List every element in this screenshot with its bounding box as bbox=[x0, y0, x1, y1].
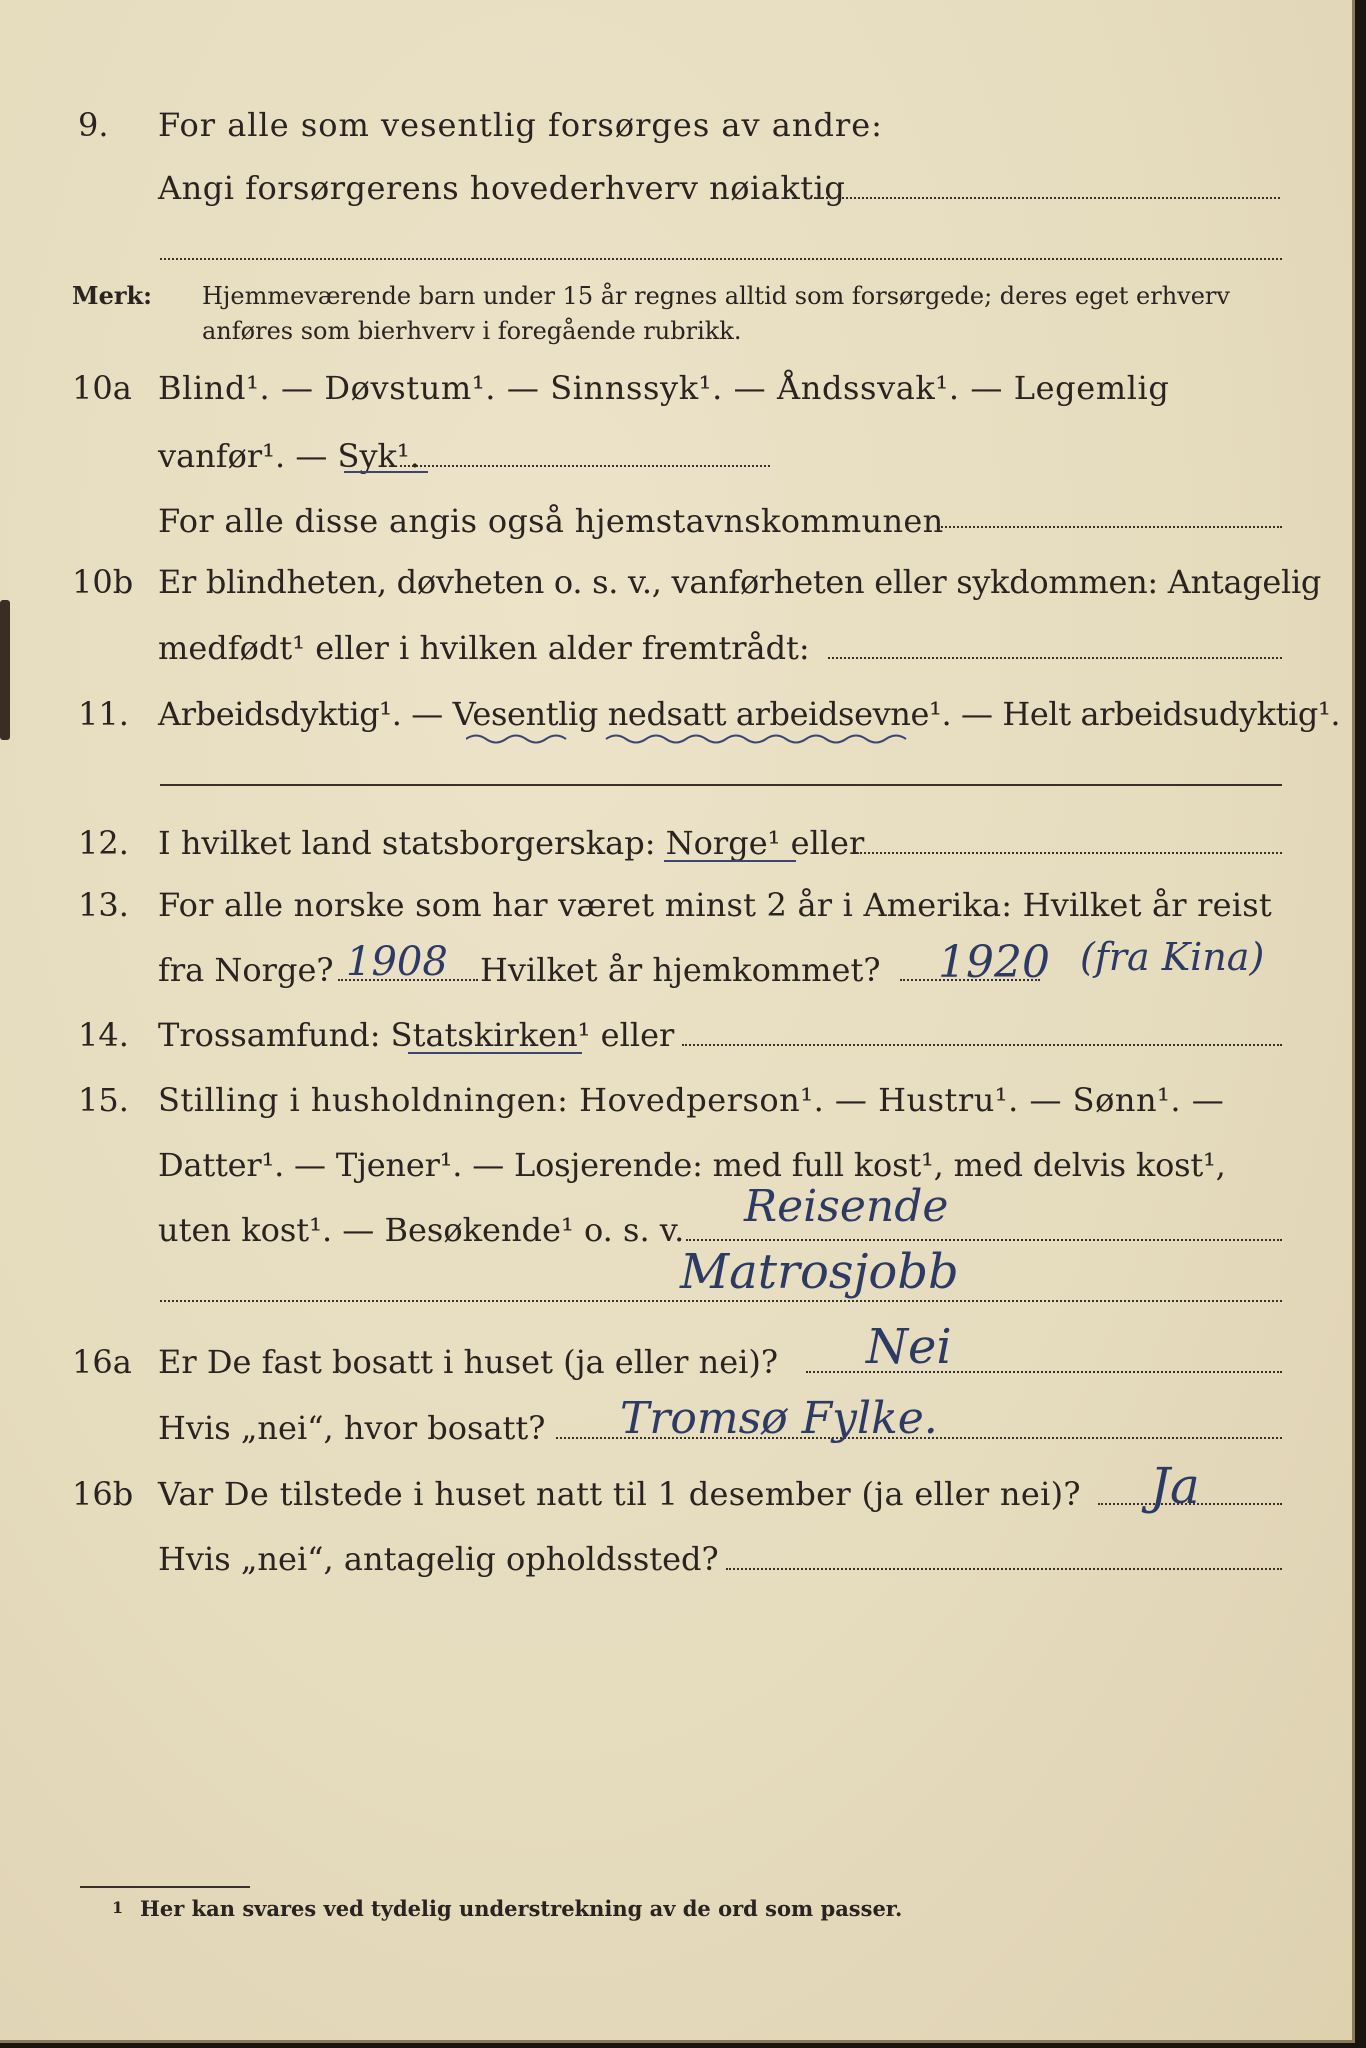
footnote-mark: 1 bbox=[112, 1898, 124, 1917]
handwritten-answer: Matrosjobb bbox=[680, 1244, 959, 1300]
question-15-line3 bbox=[0, 1181, 1352, 1255]
question-13-line2 bbox=[0, 935, 1352, 995]
question-text: medfødt¹ eller i hvilken alder fremtrådt: bbox=[158, 629, 810, 667]
question-text: uten kost¹. — Besøkende¹ o. s. v. bbox=[158, 1211, 685, 1249]
note-label: Merk: bbox=[72, 281, 152, 310]
question-number: 16b bbox=[72, 1475, 134, 1513]
question-text: fra Norge? bbox=[158, 951, 334, 989]
question-10a-line2 bbox=[0, 431, 1352, 481]
edge-stain bbox=[0, 600, 10, 740]
answer-line[interactable] bbox=[856, 852, 1282, 854]
question-text: I hvilket land statsborgerskap: Norge¹ eller bbox=[158, 824, 865, 862]
question-text: Er De fast bosatt i huset (ja eller nei)? bbox=[158, 1343, 779, 1381]
question-text: For alle som vesentlig forsørges av andre: bbox=[158, 106, 883, 144]
handwritten-wavy-underline bbox=[466, 732, 916, 746]
answer-line[interactable] bbox=[160, 1300, 1282, 1302]
answer-line[interactable] bbox=[160, 258, 1282, 260]
handwritten-underline bbox=[664, 860, 796, 862]
question-15 bbox=[0, 1075, 1352, 1125]
note-text: Hjemmeværende barn under 15 år regnes alltid som forsørgede; deres eget erhverv bbox=[202, 282, 1230, 310]
question-10b-line2 bbox=[0, 623, 1352, 673]
question-text: Datter¹. — Tjener¹. — Losjerende: med full kost¹, med delvis kost¹, bbox=[158, 1146, 1226, 1184]
question-text: Hvilket år hjemkommet? bbox=[480, 951, 881, 989]
footnote-rule bbox=[80, 1886, 250, 1888]
question-text: Er blindheten, døvheten o. s. v., vanførheten eller sykdommen: Antagelig bbox=[158, 563, 1322, 601]
question-number: 10a bbox=[72, 369, 132, 407]
question-text: Trossamfund: Statskirken¹ eller bbox=[158, 1016, 675, 1054]
question-number: 11. bbox=[78, 695, 129, 733]
handwritten-underline bbox=[344, 471, 428, 473]
handwritten-answer: Nei bbox=[866, 1319, 952, 1375]
question-10a bbox=[0, 363, 1352, 413]
answer-line[interactable] bbox=[400, 465, 770, 467]
question-number: 14. bbox=[78, 1016, 129, 1054]
question-text: Hvis „nei“, antagelig opholdssted? bbox=[158, 1540, 719, 1578]
question-10a-line3 bbox=[0, 496, 1352, 546]
question-number: 16a bbox=[72, 1343, 132, 1381]
question-text: Hvis „nei“, hvor bosatt? bbox=[158, 1409, 546, 1447]
question-16a bbox=[0, 1319, 1352, 1387]
answer-line[interactable] bbox=[686, 1239, 1282, 1241]
question-16b bbox=[0, 1457, 1352, 1519]
question-number: 10b bbox=[72, 563, 134, 601]
question-number: 12. bbox=[78, 824, 129, 862]
answer-line[interactable] bbox=[682, 1044, 1282, 1046]
question-16b-line2 bbox=[0, 1534, 1352, 1584]
question-14 bbox=[0, 1010, 1352, 1060]
question-12 bbox=[0, 818, 1352, 868]
question-9 bbox=[0, 100, 1352, 150]
question-text: For alle norske som har været minst 2 år i Amerika: Hvilket år reist bbox=[158, 886, 1272, 924]
note-text: anføres som bierhverv i foregående rubrikk. bbox=[202, 317, 742, 345]
handwritten-answer: Tromsø Fylke. bbox=[620, 1393, 938, 1444]
handwritten-underline bbox=[408, 1052, 582, 1054]
handwritten-answer: 1920 bbox=[938, 937, 1050, 988]
question-text: Angi forsørgerens hovederhverv nøiaktig bbox=[158, 169, 846, 207]
question-10b bbox=[0, 557, 1352, 607]
question-number: 15. bbox=[78, 1081, 129, 1119]
question-number: 9. bbox=[78, 106, 109, 144]
answer-line[interactable] bbox=[160, 784, 1282, 786]
handwritten-note: (fra Kina) bbox=[1080, 935, 1265, 979]
question-text: Arbeidsdyktig¹. — Vesentlig nedsatt arbeidsevne¹. — Helt arbeidsudyktig¹. bbox=[158, 695, 1341, 733]
question-number: 13. bbox=[78, 886, 129, 924]
question-13 bbox=[0, 880, 1352, 930]
question-text: Stilling i husholdningen: Hovedperson¹. — Hustru¹. — Sønn¹. — bbox=[158, 1081, 1225, 1119]
handwritten-answer: Ja bbox=[1150, 1457, 1200, 1515]
question-text: Var De tilstede i huset natt til 1 desember (ja eller nei)? bbox=[158, 1475, 1081, 1513]
handwritten-answer: Reisende bbox=[744, 1181, 949, 1232]
question-text: For alle disse angis også hjemstavnskommunen bbox=[158, 502, 944, 540]
question-9-line2 bbox=[0, 163, 1352, 213]
question-text: vanfør¹. — Syk¹. bbox=[158, 437, 420, 475]
answer-line[interactable] bbox=[810, 197, 1280, 199]
question-text: Blind¹. — Døvstum¹. — Sinnssyk¹. — Åndssvak¹. — Legemlig bbox=[158, 369, 1170, 407]
question-15-line2 bbox=[0, 1140, 1352, 1190]
handwritten-answer: 1908 bbox=[346, 939, 448, 985]
footnote-text: Her kan svares ved tydelig understrekning av de ord som passer. bbox=[140, 1896, 903, 1921]
question-16a-line2 bbox=[0, 1393, 1352, 1453]
answer-line[interactable] bbox=[726, 1568, 1282, 1570]
answer-line[interactable] bbox=[938, 526, 1282, 528]
answer-line[interactable] bbox=[828, 657, 1282, 659]
